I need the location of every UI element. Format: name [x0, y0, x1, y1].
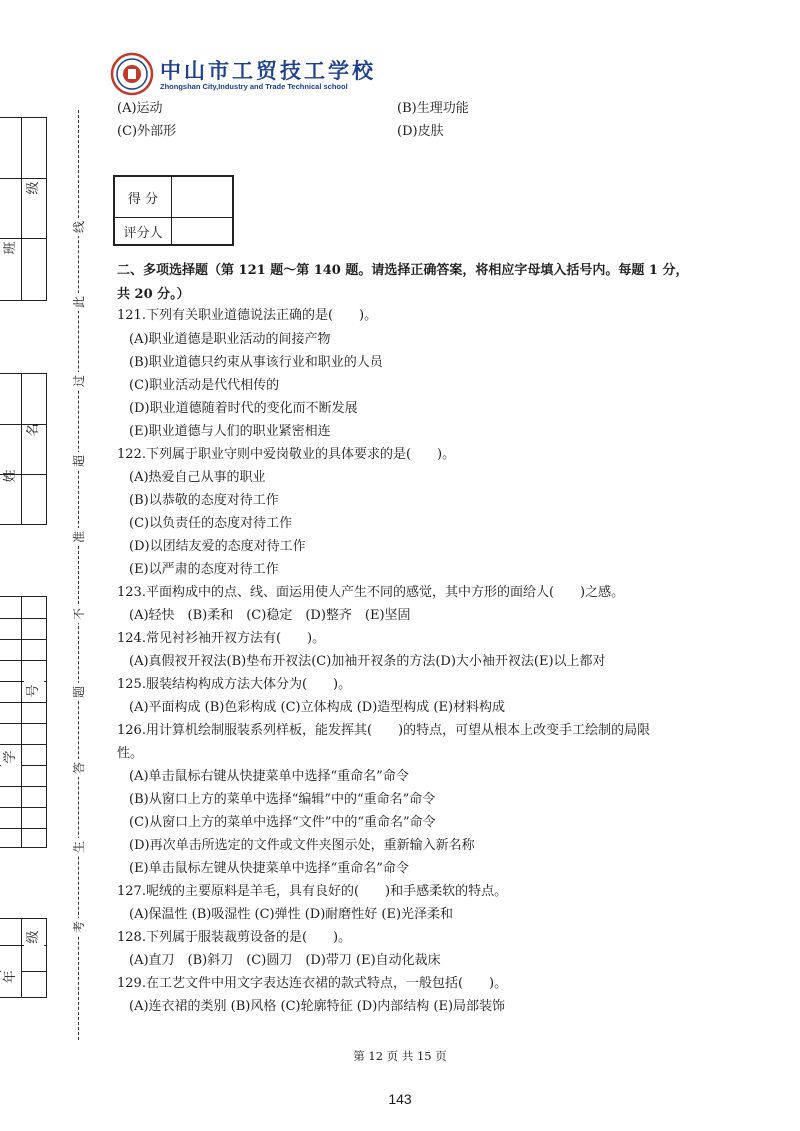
- name-box: [0, 373, 47, 525]
- question-option: (B)从窗口上方的菜单中选择“编辑”中的“重命名”命令: [129, 792, 436, 807]
- id-box: [0, 596, 47, 848]
- question-option: (C)从窗口上方的菜单中选择“文件”中的“重命名”命令: [129, 815, 436, 830]
- question-121: 121.下列有关职业道德说法正确的是( )。: [117, 308, 378, 323]
- seal-char: 准: [70, 528, 88, 546]
- question-option: (A)单击鼠标右键从快捷菜单中选择“重命名”命令: [129, 769, 409, 784]
- class-label-2: 级: [26, 181, 41, 195]
- score-label: 得 分: [114, 176, 172, 218]
- question-option: (D)再次单击所选定的文件或文件夹图示处，重新输入新名称: [129, 838, 475, 853]
- option-a: (A)运动: [117, 101, 163, 116]
- question-126-cont: 性。: [117, 746, 144, 761]
- question-option: (E)单击鼠标左键从快捷菜单中选择“重命名”命令: [129, 861, 409, 876]
- name-label-2: 名: [26, 423, 41, 437]
- question-123: 123.平面构成中的点、线、面运用使人产生不同的感觉，其中方形的面给人( )之感。: [117, 585, 625, 600]
- grader-label: 评分人: [114, 218, 172, 246]
- question-128: 128.下列属于服装裁剪设备的是( )。: [117, 930, 352, 945]
- seal-char: 超: [70, 452, 88, 470]
- question-127: 127.呢绒的主要原料是羊毛，具有良好的( )和手感柔软的特点。: [117, 884, 508, 899]
- question-option: (A)平面构成 (B)色彩构成 (C)立体构成 (D)造型构成 (E)材料构成: [129, 700, 506, 715]
- school-logo-icon: [110, 52, 154, 96]
- school-name-cn: 中山市工贸技工学校: [160, 58, 376, 83]
- grade-label-2: 级: [24, 927, 44, 947]
- section-title-line2: 共 20 分。）: [117, 287, 190, 302]
- question-option: (A)保温性 (B)吸湿性 (C)弹性 (D)耐磨性好 (E)光泽柔和: [129, 907, 454, 922]
- seal-char: 过: [70, 372, 88, 390]
- grade-label-1: 年: [1, 967, 21, 987]
- question-option: (A)轻快 (B)柔和 (C)稳定 (D)整齐 (E)坚固: [129, 608, 411, 623]
- name-label-1: 姓: [3, 469, 18, 483]
- grader-field[interactable]: [172, 218, 234, 246]
- score-field[interactable]: [172, 176, 234, 218]
- seal-char: 此: [70, 293, 88, 311]
- question-122: 122.下列属于职业守则中爱岗敬业的具体要求的是( )。: [117, 447, 456, 462]
- seal-char: 线: [70, 218, 88, 236]
- question-option: (A)热爱自己从事的职业: [129, 470, 266, 485]
- class-box: [0, 117, 47, 301]
- seal-char: 不: [70, 605, 88, 623]
- score-table: [113, 175, 234, 246]
- question-option: (C)以负责任的态度对待工作: [129, 516, 293, 531]
- question-option: (A)真假衩开衩法(B)垫布开衩法(C)加袖开衩条的方法(D)大小袖开衩法(E)以上都对: [129, 654, 606, 669]
- section-title-line1: 二、多项选择题（第 121 题～第 140 题。请选择正确答案，将相应字母填入括号内。每题 1 分，: [117, 263, 689, 278]
- question-option: (C)职业活动是代代相传的: [129, 378, 280, 393]
- page-total-number: 143: [388, 1091, 412, 1107]
- question-option: (B)以恭敬的态度对待工作: [129, 493, 279, 508]
- question-option: (E)以严肃的态度对待工作: [129, 562, 279, 577]
- question-option: (D)职业道德随着时代的变化而不断发展: [129, 401, 358, 416]
- school-name-en: Zhongshan City,Industry and Trade Technical school: [160, 82, 348, 91]
- question-125: 125.服装结构构成方法大体分为( )。: [117, 677, 352, 692]
- seal-dashed-line: [78, 110, 79, 1040]
- id-label-2: 号: [24, 681, 44, 701]
- question-option: (A)职业道德是职业活动的间接产物: [129, 332, 331, 347]
- question-124: 124.常见衬衫袖开衩方法有( )。: [117, 631, 326, 646]
- option-c: (C)外部形: [117, 124, 177, 139]
- id-label-1: 学: [1, 747, 21, 767]
- seal-char: 题: [70, 683, 88, 701]
- class-label-1: 班: [3, 241, 18, 255]
- grade-box: [0, 918, 47, 998]
- question-126: 126.用计算机绘制服装系列样板，能发挥其( )的特点，可望从根本上改变手工绘制的局限: [117, 723, 651, 738]
- option-b: (B)生理功能: [397, 101, 469, 116]
- seal-char: 生: [70, 838, 88, 856]
- question-option: (B)职业道德只约束从事该行业和职业的人员: [129, 355, 383, 370]
- question-option: (E)职业道德与人们的职业紧密相连: [129, 424, 331, 439]
- seal-char: 考: [70, 918, 88, 936]
- page-number: 第 12 页 共 15 页: [353, 1049, 447, 1063]
- question-option: (A)连衣裙的类别 (B)风格 (C)轮廓特征 (D)内部结构 (E)局部装饰: [129, 999, 506, 1014]
- question-option: (D)以团结友爱的态度对待工作: [129, 539, 306, 554]
- option-d: (D)皮肤: [397, 124, 444, 139]
- seal-char: 答: [70, 759, 88, 777]
- question-option: (A)直刀 (B)斜刀 (C)圆刀 (D)带刀 (E)自动化裁床: [129, 953, 441, 968]
- question-129: 129.在工艺文件中用文字表达连衣裙的款式特点，一般包括( )。: [117, 976, 508, 991]
